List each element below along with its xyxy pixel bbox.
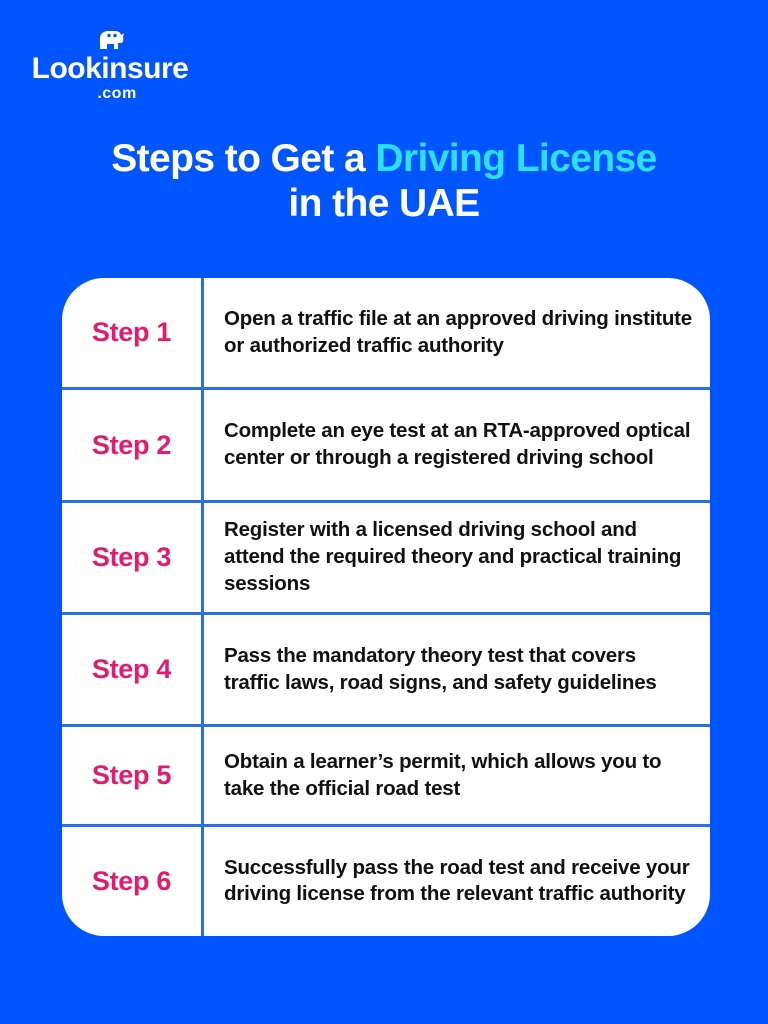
step-label: Step 4 bbox=[91, 654, 172, 685]
brand-tld: .com bbox=[97, 85, 137, 102]
step-text-cell bbox=[204, 503, 710, 612]
step-description: Open a traffic file at an approved driving institute or authorized traffic authority bbox=[224, 307, 693, 357]
table-row bbox=[62, 727, 710, 826]
brand-logo[interactable] bbox=[20, 26, 200, 103]
steps-card bbox=[62, 278, 710, 936]
step-text-cell bbox=[204, 278, 710, 387]
page-title-plain: Steps to Get a bbox=[111, 137, 376, 180]
step-text-cell bbox=[204, 615, 710, 724]
step-text-cell bbox=[204, 827, 710, 936]
step-text-cell bbox=[204, 390, 710, 499]
step-label: Step 6 bbox=[91, 865, 172, 896]
step-label: Step 2 bbox=[91, 429, 172, 460]
step-label: Step 1 bbox=[91, 317, 172, 348]
step-label-cell bbox=[62, 727, 204, 823]
step-text-cell bbox=[204, 727, 710, 823]
table-row bbox=[62, 390, 710, 502]
page-title-line-2: in the UAE bbox=[288, 182, 480, 226]
page-title-line-1 bbox=[0, 136, 768, 181]
step-label-cell bbox=[62, 390, 204, 499]
table-row bbox=[62, 503, 710, 615]
table-row bbox=[62, 278, 710, 390]
step-description: Obtain a learner’s permit, which allows you to take the official road test bbox=[224, 749, 662, 800]
step-description: Successfully pass the road test and receive your driving license from the relevant traffic authority bbox=[224, 855, 690, 906]
table-row bbox=[62, 827, 710, 936]
page-title-accent: Driving License bbox=[375, 137, 657, 180]
step-label: Step 5 bbox=[91, 760, 172, 791]
step-label-cell bbox=[62, 615, 204, 724]
step-description: Register with a licensed driving school and attend the required theory and practical training sessions bbox=[224, 518, 682, 595]
step-label-cell bbox=[62, 827, 204, 936]
owl-mascot-icon bbox=[93, 26, 127, 52]
step-label-cell bbox=[62, 503, 204, 612]
step-description: Pass the mandatory theory test that covers traffic laws, road signs, and safety guidelines bbox=[224, 644, 657, 694]
brand-name: Lookinsure bbox=[31, 52, 189, 85]
step-description: Complete an eye test at an RTA-approved optical center or through a registered driving school bbox=[224, 419, 691, 470]
step-label: Step 3 bbox=[91, 541, 172, 572]
table-row bbox=[62, 615, 710, 727]
step-label-cell bbox=[62, 278, 204, 387]
page-title bbox=[0, 136, 768, 226]
